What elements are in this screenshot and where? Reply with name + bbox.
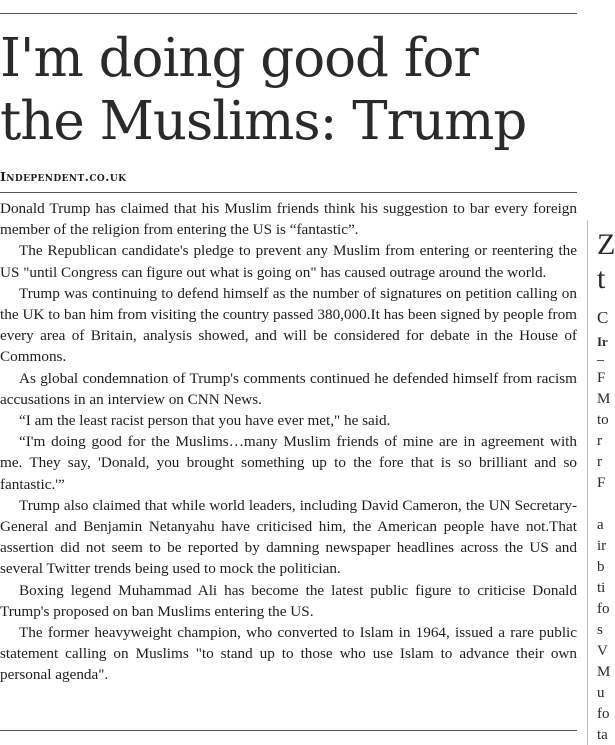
headline-line-1: I'm doing good for [0,28,478,89]
column-divider [587,220,588,745]
adjacent-headline-fragment: Z [597,228,615,261]
article-paragraph: Trump also claimed that while world leaders, including David Cameron, the UN Secretary-General and Benjamin Netanyahu have criticised him, the American people have not.That assertion did not seem to be reported by damning newspaper headlines across the US and several Twitter trends being used to mock the politician. [0,496,577,578]
adjacent-body-fragment: V [597,643,608,659]
article-body [0,198,577,686]
headline-line-2: the Muslims: Trump [0,91,527,152]
adjacent-subhead-fragment: C [597,308,609,327]
article-paragraph: The Republican candidate's pledge to prevent any Muslim from entering or reentering the US "until Congress can figure out what is going on" has caused outrage around the world. [0,242,577,281]
adjacent-column-clipped [597,0,615,745]
adjacent-headline-fragment: t [597,262,606,295]
top-rule [0,13,577,14]
adjacent-body-fragment: ta [597,727,608,743]
adjacent-body-fragment: fo [597,706,610,722]
adjacent-body-fragment: ir [597,538,607,554]
adjacent-column-rule [597,360,604,361]
article-paragraph: Trump was continuing to defend himself as the number of signatures on petition calling on the UK to ban him from visiting the country passed 380,000.It has been signed by people from every area of Britain, analysis showed, and will be considered for debate in the House of Commons. [0,284,577,366]
adjacent-body-fragment: to [597,412,609,428]
article-paragraph: “I'm doing good for the Muslims…many Muslim friends of mine are in agreement with me. They say, 'Donald, you brought something up to the fore that is so brilliant and so fantastic.'” [0,433,577,493]
adjacent-body-fragment: fo [597,601,610,617]
headline [0,27,590,153]
adjacent-body-fragment: ti [597,580,606,596]
adjacent-body-fragment: r [597,454,602,470]
adjacent-body-fragment: s [597,622,603,638]
bottom-rule [0,730,577,731]
adjacent-body-fragment: F [597,475,606,491]
adjacent-body-fragment: a [597,517,604,533]
adjacent-body-fragment: r [597,433,602,449]
adjacent-subhead-fragment: Ir [597,334,608,349]
source-rule [0,192,577,193]
adjacent-body-fragment: u [597,685,605,701]
adjacent-body-fragment: F [597,370,606,386]
source-credit: Independent.co.uk [0,169,127,184]
article-paragraph: The former heavyweight champion, who converted to Islam in 1964, issued a rare public statement calling on Muslims "to stand up to those who use Islam to advance their own personal agenda". [0,624,577,684]
adjacent-body-fragment: b [597,559,605,575]
article-paragraph: As global condemnation of Trump's comments continued he defended himself from racism accusations in an interview on CNN News. [0,369,577,408]
article-paragraph: “I am the least racist person that you have ever met," he said. [19,412,391,430]
adjacent-body-fragment: M [597,391,611,407]
article-paragraph: Donald Trump has claimed that his Muslim friends think his suggestion to bar every foreign member of the religion from entering the US is “fantastic”. [0,200,577,239]
adjacent-body-fragment: M [597,664,611,680]
article-paragraph: Boxing legend Muhammad Ali has become the latest public figure to criticise Donald Trump's proposed on ban Muslims entering the US. [0,581,577,620]
